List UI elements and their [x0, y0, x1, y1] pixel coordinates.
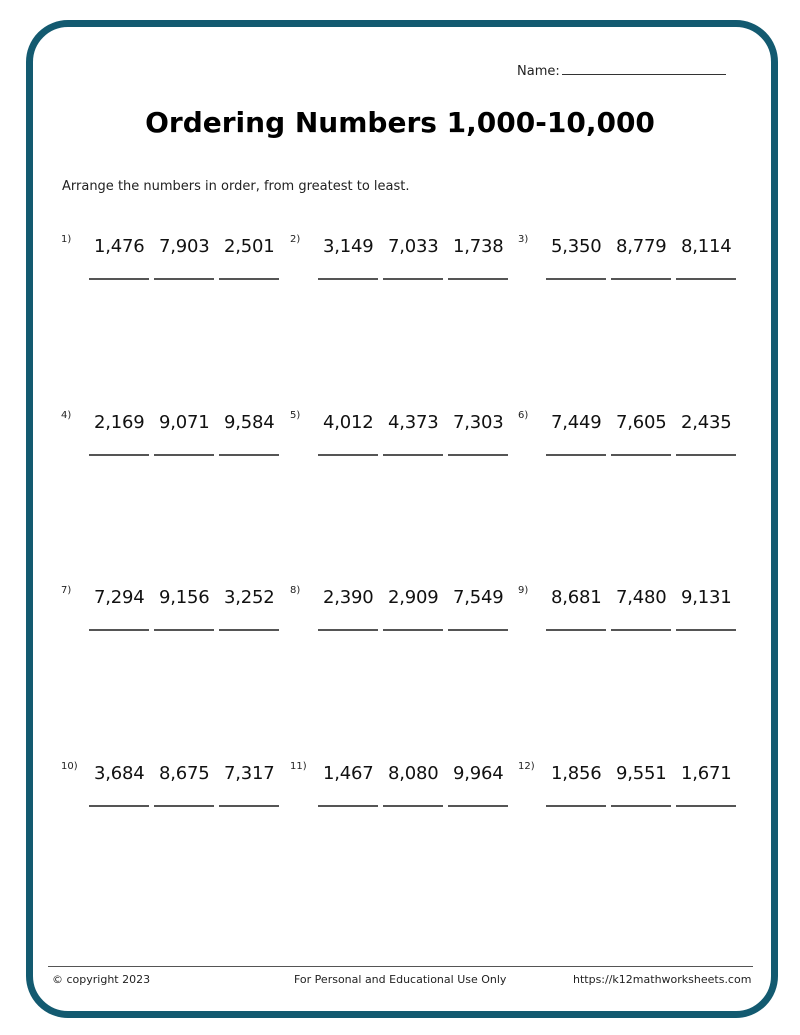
answer-blank[interactable] — [611, 454, 671, 456]
value: 3,149 — [323, 236, 374, 257]
answer-blank[interactable] — [154, 805, 214, 807]
value: 7,033 — [388, 236, 439, 257]
page-border — [26, 20, 778, 1018]
value: 7,549 — [453, 587, 504, 608]
answer-blank[interactable] — [383, 805, 443, 807]
value: 1,671 — [681, 763, 732, 784]
value: 7,294 — [94, 587, 145, 608]
answer-blank[interactable] — [448, 454, 508, 456]
value: 2,501 — [224, 236, 275, 257]
problem-values — [94, 236, 289, 257]
problem-6 — [518, 410, 748, 480]
name-label: Name: — [517, 64, 560, 79]
footer-divider — [48, 966, 753, 967]
problem-9 — [518, 585, 748, 655]
problem-values — [94, 587, 289, 608]
problem-10 — [61, 761, 291, 831]
value: 8,779 — [616, 236, 667, 257]
answer-blank[interactable] — [676, 629, 736, 631]
answer-blank[interactable] — [611, 278, 671, 280]
problem-number: 11) — [290, 761, 307, 772]
answer-blank[interactable] — [318, 629, 378, 631]
problem-values — [323, 236, 518, 257]
problem-values — [323, 763, 518, 784]
problem-number: 5) — [290, 410, 301, 421]
value: 9,156 — [159, 587, 210, 608]
answer-blanks — [89, 454, 279, 456]
name-field[interactable] — [517, 62, 726, 79]
answer-blanks — [89, 805, 279, 807]
value: 1,476 — [94, 236, 145, 257]
answer-blank[interactable] — [448, 805, 508, 807]
instructions: Arrange the numbers in order, from greatest to least. — [62, 179, 410, 194]
answer-blank[interactable] — [89, 805, 149, 807]
value: 5,350 — [551, 236, 602, 257]
value: 2,390 — [323, 587, 374, 608]
answer-blank[interactable] — [318, 805, 378, 807]
value: 8,080 — [388, 763, 439, 784]
answer-blank[interactable] — [219, 278, 279, 280]
answer-blank[interactable] — [546, 278, 606, 280]
answer-blank[interactable] — [448, 278, 508, 280]
problem-values — [94, 763, 289, 784]
problem-values — [94, 412, 289, 433]
answer-blanks — [546, 454, 736, 456]
answer-blanks — [318, 629, 508, 631]
answer-blank[interactable] — [383, 454, 443, 456]
answer-blanks — [318, 454, 508, 456]
name-blank-line[interactable] — [562, 62, 726, 75]
value: 4,373 — [388, 412, 439, 433]
value: 7,903 — [159, 236, 210, 257]
page-title: Ordering Numbers 1,000-10,000 — [145, 106, 655, 139]
value: 2,909 — [388, 587, 439, 608]
problem-number: 6) — [518, 410, 529, 421]
answer-blank[interactable] — [546, 629, 606, 631]
answer-blank[interactable] — [89, 278, 149, 280]
value: 9,964 — [453, 763, 504, 784]
answer-blank[interactable] — [219, 805, 279, 807]
answer-blank[interactable] — [383, 629, 443, 631]
value: 9,071 — [159, 412, 210, 433]
problem-values — [551, 412, 746, 433]
problem-11 — [290, 761, 520, 831]
answer-blank[interactable] — [154, 278, 214, 280]
problem-3 — [518, 234, 748, 304]
value: 4,012 — [323, 412, 374, 433]
problem-values — [551, 763, 746, 784]
problem-number: 1) — [61, 234, 72, 245]
value: 2,435 — [681, 412, 732, 433]
problem-number: 12) — [518, 761, 535, 772]
answer-blank[interactable] — [676, 454, 736, 456]
answer-blank[interactable] — [383, 278, 443, 280]
footer-copyright: © copyright 2023 — [52, 973, 151, 986]
answer-blank[interactable] — [611, 805, 671, 807]
value: 9,131 — [681, 587, 732, 608]
problem-number: 3) — [518, 234, 529, 245]
problem-4 — [61, 410, 291, 480]
answer-blank[interactable] — [89, 629, 149, 631]
value: 2,169 — [94, 412, 145, 433]
problem-1 — [61, 234, 291, 304]
footer-url-link[interactable]: https://k12mathworksheets.com — [573, 973, 752, 986]
problem-values — [551, 236, 746, 257]
answer-blank[interactable] — [611, 629, 671, 631]
answer-blank[interactable] — [219, 454, 279, 456]
problem-number: 10) — [61, 761, 78, 772]
problem-7 — [61, 585, 291, 655]
answer-blank[interactable] — [154, 629, 214, 631]
value: 1,467 — [323, 763, 374, 784]
value: 7,303 — [453, 412, 504, 433]
value: 8,114 — [681, 236, 732, 257]
problem-number: 8) — [290, 585, 301, 596]
value: 8,675 — [159, 763, 210, 784]
problem-number: 9) — [518, 585, 529, 596]
value: 1,856 — [551, 763, 602, 784]
value: 3,684 — [94, 763, 145, 784]
problem-values — [551, 587, 746, 608]
problem-number: 2) — [290, 234, 301, 245]
value: 7,605 — [616, 412, 667, 433]
answer-blank[interactable] — [676, 278, 736, 280]
answer-blanks — [546, 278, 736, 280]
answer-blank[interactable] — [154, 454, 214, 456]
answer-blanks — [89, 629, 279, 631]
value: 8,681 — [551, 587, 602, 608]
problem-8 — [290, 585, 520, 655]
problem-number: 4) — [61, 410, 72, 421]
value: 9,584 — [224, 412, 275, 433]
answer-blanks — [89, 278, 279, 280]
answer-blanks — [318, 278, 508, 280]
problem-2 — [290, 234, 520, 304]
problem-12 — [518, 761, 748, 831]
problem-number: 7) — [61, 585, 72, 596]
value: 3,252 — [224, 587, 275, 608]
answer-blank[interactable] — [546, 454, 606, 456]
answer-blank[interactable] — [89, 454, 149, 456]
answer-blank[interactable] — [219, 629, 279, 631]
answer-blank[interactable] — [448, 629, 508, 631]
value: 9,551 — [616, 763, 667, 784]
answer-blanks — [318, 805, 508, 807]
answer-blank[interactable] — [676, 805, 736, 807]
value: 7,480 — [616, 587, 667, 608]
answer-blanks — [546, 805, 736, 807]
answer-blank[interactable] — [546, 805, 606, 807]
answer-blank[interactable] — [318, 454, 378, 456]
problem-5 — [290, 410, 520, 480]
value: 7,317 — [224, 763, 275, 784]
value: 7,449 — [551, 412, 602, 433]
answer-blank[interactable] — [318, 278, 378, 280]
answer-blanks — [546, 629, 736, 631]
footer-usage: For Personal and Educational Use Only — [294, 973, 507, 986]
problem-values — [323, 412, 518, 433]
problem-values — [323, 587, 518, 608]
value: 1,738 — [453, 236, 504, 257]
